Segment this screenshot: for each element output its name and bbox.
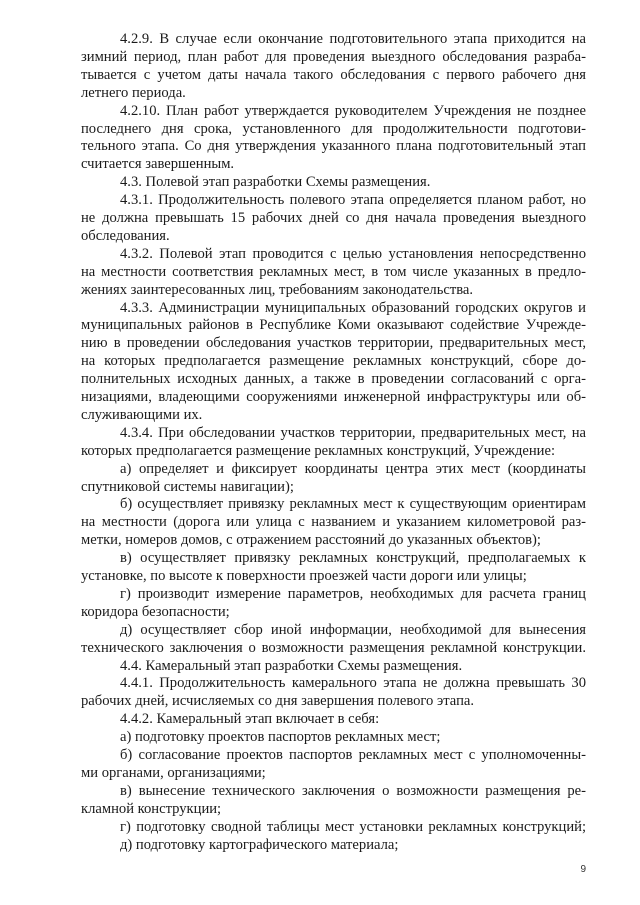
text-line: 4.3.4. При обследовании участков территории, предварительных мест, на (120, 424, 586, 441)
text-line: зимний период, план работ для проведения выездного обследования разраба- (81, 48, 586, 65)
text-line: на местности соответствия рекламных мест, в том числе указанных в предло- (81, 263, 586, 280)
text-line: тельного этапа. Со дня утверждения указанного плана подготовительный этап (81, 138, 586, 155)
text-line: обследования. (81, 227, 170, 244)
list-item: г) подготовку сводной таблицы мест установки рекламных конструкций; (120, 818, 586, 835)
text-line: на которых предполагается размещение рекламных конструкций, сборе до- (81, 353, 586, 370)
text-line: нию в проведении обследования участков территории, предварительных мест, (81, 335, 586, 352)
text-line: 4.2.9. В случае если окончание подготовительного этапа приходится на (120, 31, 586, 47)
list-item: а) подготовку проектов паспортов рекламных мест; (120, 729, 441, 746)
text-line: 4.3.1. Продолжительность полевого этапа определяется планом работ, но (120, 192, 586, 209)
text-line: установке, по высоте к поверхности проезжей части дороги или улицы; (81, 568, 527, 584)
text-line: ми органами, организациями; (81, 764, 266, 781)
text-line: кламной конструкции; (81, 800, 222, 817)
list-item: б) согласование проектов паспортов рекламных мест с уполномоченны- (120, 747, 586, 763)
text-line: рабочих дней, исчисляемых со дня завершения полевого этапа. (81, 693, 475, 710)
list-item: д) осуществляет сбор иной информации, необходимой для вынесения (120, 621, 586, 638)
text-line: считается завершенным. (81, 156, 235, 173)
section-heading: 4.4. Камеральный этап разработки Схемы размещения. (120, 657, 463, 674)
list-item: в) осуществляет привязку рекламных конструкций, предполагаемых к (120, 550, 586, 567)
text-line: жениях заинтересованных лиц, требованиям законодательства. (81, 281, 474, 298)
text-line: которых предполагается размещение рекламных конструкций, Учреждение: (81, 442, 556, 459)
text-line: служивающими их. (81, 406, 203, 423)
section-heading: 4.3. Полевой этап разработки Схемы размещения. (120, 174, 431, 191)
text-line: летнего периода. (81, 84, 186, 101)
text-line: не должна превышать 15 рабочих дней со дня начала проведения выездного (81, 210, 586, 226)
list-item: в) вынесение технического заключения о возможности размещения ре- (120, 782, 586, 799)
list-item: д) подготовку картографического материала; (120, 836, 399, 853)
list-item: а) определяет и фиксирует координаты центра этих мест (координаты (120, 460, 586, 477)
text-line: метки, номеров домов, с отражением расстояний до указанных объектов); (81, 532, 541, 549)
text-line: полнительных исходных данных, а также в проведении согласований с орга- (81, 371, 586, 388)
text-line: коридора безопасности; (81, 603, 230, 620)
text-line: тывается с учетом даты начала такого обследования с первого рабочего дня (81, 66, 586, 83)
text-line: низациями, владеющими сооружениями инженерной инфраструктуры или об- (81, 389, 586, 405)
text-line: 4.4.2. Камеральный этап включает в себя: (120, 711, 380, 728)
list-item: б) осуществляет привязку рекламных мест к существующим ориентирам (120, 496, 586, 513)
text-line: муниципальных районов в Республике Коми оказывают содействие Учрежде- (81, 317, 586, 334)
text-line: спутниковой системы навигации); (81, 478, 294, 495)
text-line: последнего дня срока, установленного для продолжительности подготови- (81, 120, 586, 137)
text-line: 4.3.2. Полевой этап проводится с целью установления непосредственно (120, 245, 586, 262)
list-item: г) производит измерение параметров, необходимых для расчета границ (120, 585, 586, 602)
text-line: 4.4.1. Продолжительность камерального этапа не должна превышать 30 (120, 675, 586, 692)
text-line: на местности (дорога или улица с названием и указанием километровой раз- (81, 514, 586, 531)
text-line: 4.3.3. Администрации муниципальных образований городских округов и (120, 299, 586, 316)
page-number: 9 (580, 864, 586, 875)
text-line: технического заключения о возможности размещения рекламной конструкции. (81, 639, 586, 656)
text-line: 4.2.10. План работ утверждается руководителем Учреждения не позднее (120, 102, 586, 119)
